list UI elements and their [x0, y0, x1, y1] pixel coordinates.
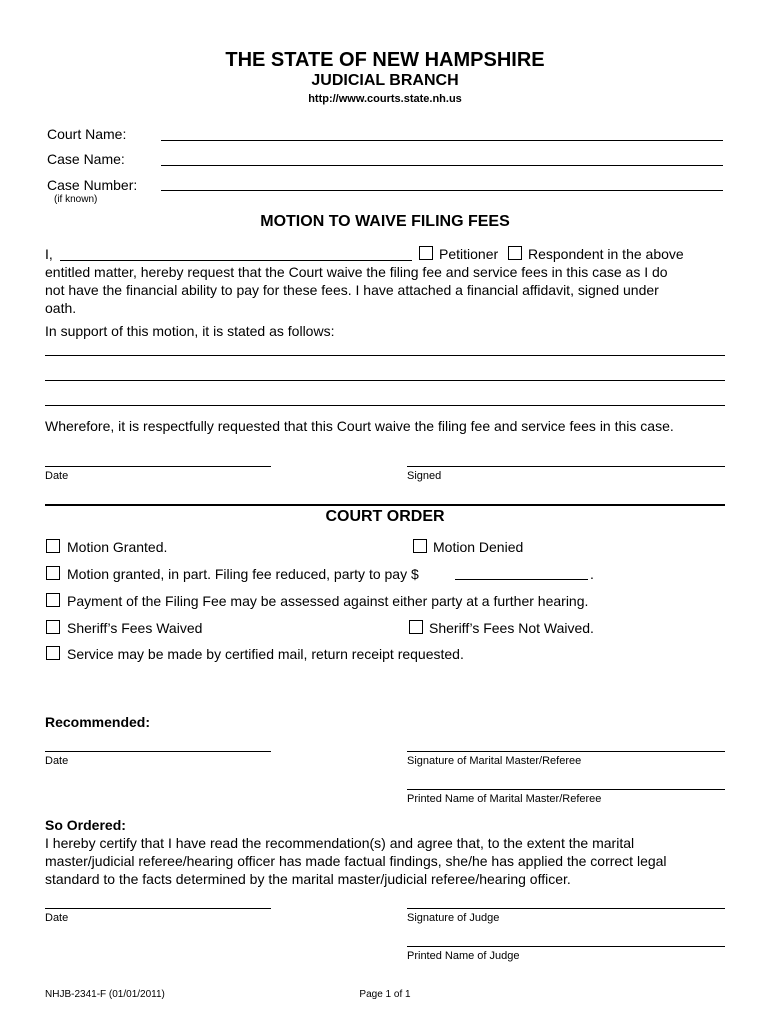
- so-ordered-heading: So Ordered:: [45, 817, 126, 833]
- case-name-field[interactable]: [161, 165, 723, 166]
- motion-title: MOTION TO WAIVE FILING FEES: [260, 213, 510, 230]
- case-name-label: Case Name:: [47, 151, 125, 167]
- certification-line: I hereby certify that I have read the recommendation(s) and agree that, to the extent the marital: [45, 835, 635, 851]
- court-order-divider: [45, 504, 725, 506]
- master-printed-name-label: Printed Name of Marital Master/Referee: [407, 793, 602, 805]
- certified-mail-checkbox[interactable]: [46, 646, 60, 660]
- petitioner-checkbox[interactable]: [419, 246, 433, 260]
- granted-in-part-label: Motion granted, in part. Filing fee reduced, party to pay $: [67, 566, 419, 582]
- motion-paragraph-line: entitled matter, hereby request that the Court waive the filing fee and service fees in this case as I do: [45, 264, 668, 280]
- motion-date-label: Date: [45, 470, 69, 482]
- page-number: Page 1 of 1: [359, 989, 411, 1000]
- motion-granted-checkbox[interactable]: [46, 539, 60, 553]
- payment-assessed-checkbox[interactable]: [46, 593, 60, 607]
- motion-signed-label: Signed: [407, 470, 442, 482]
- granted-in-part-period: .: [590, 566, 594, 582]
- court-name-field[interactable]: [161, 140, 723, 141]
- master-signature-field[interactable]: [407, 751, 725, 752]
- judge-printed-name-label: Printed Name of Judge: [407, 950, 520, 962]
- judge-signature-label: Signature of Judge: [407, 912, 500, 924]
- case-number-field[interactable]: [161, 190, 723, 191]
- judge-signature-field[interactable]: [407, 908, 725, 909]
- motion-signature-field[interactable]: [407, 466, 725, 467]
- motion-paragraph-line: not have the financial ability to pay for these fees. I have attached a financial affidavit, signed under: [45, 282, 659, 298]
- i-prefix: I,: [45, 246, 53, 262]
- judge-date-field[interactable]: [45, 908, 271, 909]
- state-title: THE STATE OF NEW HAMPSHIRE: [225, 49, 545, 71]
- recommended-date-field[interactable]: [45, 751, 271, 752]
- support-line[interactable]: [45, 355, 725, 356]
- certification-line: standard to the facts determined by the marital master/judicial referee/hearing officer.: [45, 871, 571, 887]
- payment-assessed-label: Payment of the Filing Fee may be assessed against either party at a further hearing.: [67, 593, 589, 609]
- sheriff-fees-waived-label: Sheriff’s Fees Waived: [67, 620, 203, 636]
- sheriff-fees-not-waived-label: Sheriff’s Fees Not Waived.: [429, 620, 594, 636]
- respondent-checkbox[interactable]: [508, 246, 522, 260]
- granted-in-part-checkbox[interactable]: [46, 566, 60, 580]
- recommended-date-label: Date: [45, 755, 69, 767]
- recommended-heading: Recommended:: [45, 714, 151, 730]
- court-name-label: Court Name:: [47, 126, 127, 142]
- form-id: NHJB-2341-F (01/01/2011): [45, 989, 165, 1000]
- certification-line: master/judicial referee/hearing officer has made factual findings, she/he has applied the correct legal: [45, 853, 667, 869]
- fee-amount-field[interactable]: [455, 579, 588, 580]
- support-line[interactable]: [45, 380, 725, 381]
- master-printed-name-field[interactable]: [407, 789, 725, 790]
- if-known-note: (if known): [54, 194, 98, 205]
- certified-mail-label: Service may be made by certified mail, return receipt requested.: [67, 646, 464, 662]
- motion-denied-label: Motion Denied: [433, 539, 524, 555]
- judge-date-label: Date: [45, 912, 69, 924]
- support-statement: In support of this motion, it is stated as follows:: [45, 323, 335, 339]
- party-name-field[interactable]: [60, 260, 412, 261]
- court-order-title: COURT ORDER: [325, 508, 445, 525]
- judge-printed-name-field[interactable]: [407, 946, 725, 947]
- master-signature-label: Signature of Marital Master/Referee: [407, 755, 582, 767]
- wherefore-statement: Wherefore, it is respectfully requested that this Court waive the filing fee and service fees in this case.: [45, 418, 674, 434]
- motion-date-field[interactable]: [45, 466, 271, 467]
- sheriff-fees-not-waived-checkbox[interactable]: [409, 620, 423, 634]
- support-line[interactable]: [45, 405, 725, 406]
- petitioner-label: Petitioner: [439, 246, 499, 262]
- case-number-label: Case Number:: [47, 177, 138, 193]
- respondent-label: Respondent in the above: [528, 246, 684, 262]
- court-url[interactable]: http://www.courts.state.nh.us: [308, 93, 462, 105]
- motion-paragraph-line: oath.: [45, 300, 77, 316]
- motion-denied-checkbox[interactable]: [413, 539, 427, 553]
- motion-granted-label: Motion Granted.: [67, 539, 168, 555]
- sheriff-fees-waived-checkbox[interactable]: [46, 620, 60, 634]
- branch-title: JUDICIAL BRANCH: [311, 72, 459, 89]
